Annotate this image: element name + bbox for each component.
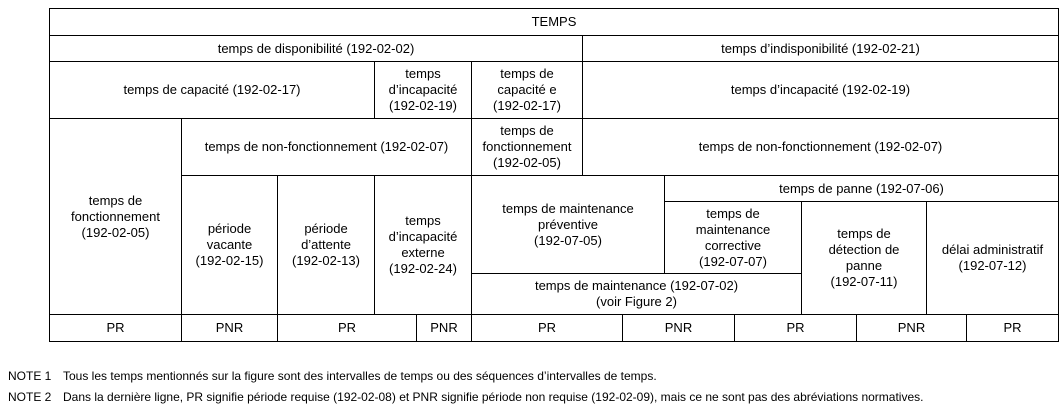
note-2-text: Dans la dernière ligne, PR signifie période requise (192-02-08) et PNR signifie période non requise (192-02-09), mais ce ne sont pas des abréviations normatives.	[63, 390, 924, 404]
temps-panne-cell: temps de panne (192-07-06)	[664, 175, 1059, 202]
pr-cell: PR	[49, 314, 182, 342]
fonctionnement-mid-cell: temps de fonctionnement (192-02-05)	[471, 118, 583, 176]
incapacite-externe-cell: temps d’incapacité externe (192-02-24)	[374, 175, 472, 315]
temps-header: TEMPS	[49, 8, 1059, 36]
periode-vacante-cell: période vacante (192-02-15)	[181, 175, 278, 315]
delai-administratif-cell: délai administratif (192-07-12)	[926, 201, 1059, 315]
non-fonctionnement-right-cell: temps de non-fonctionnement (192-02-07)	[582, 118, 1059, 176]
note-1	[8, 369, 657, 384]
detection-panne-cell: temps de détection de panne (192-07-11)	[801, 201, 927, 315]
pr-cell: PR	[966, 314, 1059, 342]
pnr-cell: PNR	[856, 314, 967, 342]
note-1-text: Tous les temps mentionnés sur la figure sont des intervalles de temps ou des séquences d’intervalles de temps.	[63, 369, 657, 383]
note-2-label: NOTE 2	[8, 390, 52, 404]
incapacite-small-cell: temps d’incapacité (192-02-19)	[374, 61, 472, 119]
incapacite-big-cell: temps d’incapacité (192-02-19)	[582, 61, 1059, 119]
pr-cell: PR	[734, 314, 857, 342]
temps-maintenance-cell: temps de maintenance (192-07-02) (voir Figure 2)	[471, 273, 802, 315]
pnr-cell: PNR	[622, 314, 735, 342]
periode-attente-cell: période d’attente (192-02-13)	[277, 175, 375, 315]
fonctionnement-cell: temps de fonctionnement (192-02-05)	[49, 118, 182, 315]
indisponibilite-cell: temps d’indisponibilité (192-02-21)	[582, 35, 1059, 62]
capacite-cell: temps de capacité (192-02-17)	[49, 61, 375, 119]
pr-cell: PR	[471, 314, 623, 342]
pnr-cell: PNR	[416, 314, 472, 342]
maintenance-preventive-cell: temps de maintenance préventive (192-07-05)	[471, 175, 665, 274]
note-1-label: NOTE 1	[8, 369, 52, 383]
capacite-e-cell: temps de capacité e (192-02-17)	[471, 61, 583, 119]
note-2	[8, 390, 923, 405]
maintenance-corrective-cell: temps de maintenance corrective (192-07-07)	[664, 201, 802, 274]
disponibilite-cell: temps de disponibilité (192-02-02)	[49, 35, 583, 62]
non-fonctionnement-left-cell: temps de non-fonctionnement (192-02-07)	[181, 118, 472, 176]
pr-cell: PR	[277, 314, 417, 342]
pnr-cell: PNR	[181, 314, 278, 342]
